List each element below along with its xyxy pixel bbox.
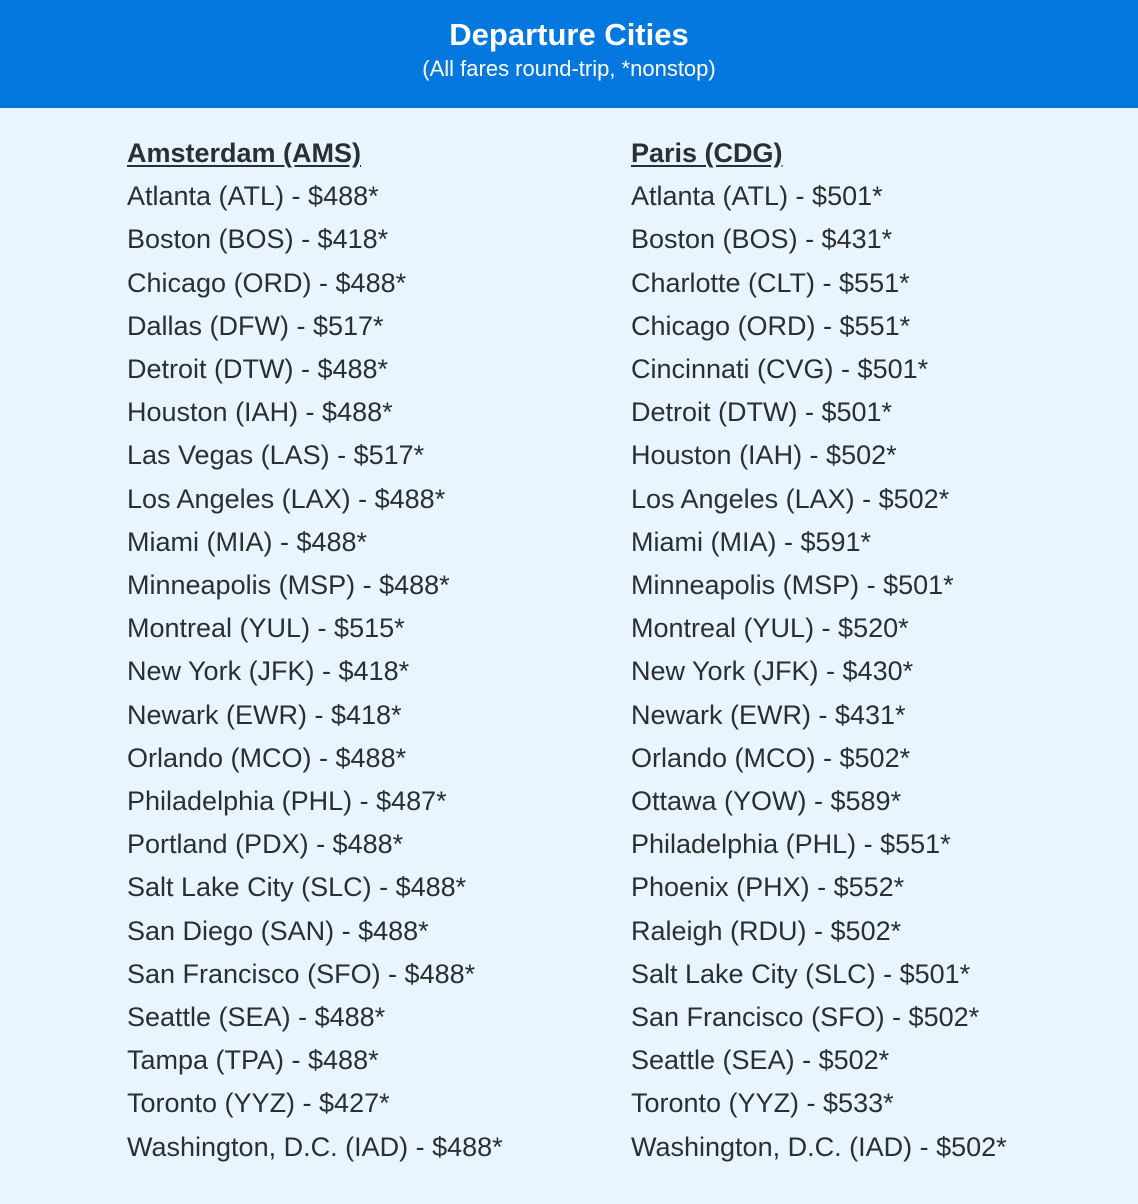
fare-item: Los Angeles (LAX) - $502* (631, 483, 950, 514)
fare-item: Salt Lake City (SLC) - $501* (631, 958, 971, 989)
fare-item: Washington, D.C. (IAD) - $502* (631, 1131, 1007, 1162)
fare-item: Boston (BOS) - $431* (631, 224, 893, 255)
fare-item: Washington, D.C. (IAD) - $488* (127, 1131, 503, 1162)
header-banner (0, 0, 1138, 108)
fare-item: Montreal (YUL) - $520* (631, 613, 909, 644)
fare-item: Newark (EWR) - $431* (631, 699, 906, 730)
fare-item: Detroit (DTW) - $501* (631, 397, 893, 428)
fare-item: Houston (IAH) - $488* (127, 397, 393, 428)
fare-item: Minneapolis (MSP) - $488* (127, 570, 450, 601)
fare-item: Salt Lake City (SLC) - $488* (127, 872, 467, 903)
fare-item: Philadelphia (PHL) - $487* (127, 786, 447, 817)
column-paris (631, 132, 1007, 1169)
fare-item: Chicago (ORD) - $551* (631, 310, 911, 341)
column-heading-amsterdam: Amsterdam (AMS) (127, 138, 362, 168)
fare-item: Philadelphia (PHL) - $551* (631, 829, 951, 860)
fare-item: Miami (MIA) - $488* (127, 526, 368, 557)
fare-item: New York (JFK) - $430* (631, 656, 914, 687)
fare-item: Dallas (DFW) - $517* (127, 310, 384, 341)
fare-item: Chicago (ORD) - $488* (127, 267, 407, 298)
fare-item: Charlotte (CLT) - $551* (631, 267, 910, 298)
fare-item: Minneapolis (MSP) - $501* (631, 570, 954, 601)
fare-item: Seattle (SEA) - $502* (631, 1045, 890, 1076)
fare-item: New York (JFK) - $418* (127, 656, 410, 687)
fare-list-amsterdam (127, 175, 503, 1169)
fare-item: Toronto (YYZ) - $427* (127, 1088, 390, 1119)
fare-item: Seattle (SEA) - $488* (127, 1002, 386, 1033)
fare-item: San Diego (SAN) - $488* (127, 915, 429, 946)
fare-item: Miami (MIA) - $591* (631, 526, 872, 557)
page-title: Departure Cities (449, 17, 689, 52)
fare-item: Montreal (YUL) - $515* (127, 613, 405, 644)
fare-item: Portland (PDX) - $488* (127, 829, 404, 860)
fare-item: Toronto (YYZ) - $533* (631, 1088, 894, 1119)
fare-item: Phoenix (PHX) - $552* (631, 872, 905, 903)
fare-item: Cincinnati (CVG) - $501* (631, 354, 929, 385)
fare-item: Newark (EWR) - $418* (127, 699, 402, 730)
column-heading-paris: Paris (CDG) (631, 138, 783, 168)
fare-item: Boston (BOS) - $418* (127, 224, 389, 255)
fare-item: Detroit (DTW) - $488* (127, 354, 389, 385)
fare-item: Las Vegas (LAS) - $517* (127, 440, 425, 471)
fare-item: San Francisco (SFO) - $488* (127, 958, 476, 989)
fare-item: San Francisco (SFO) - $502* (631, 1002, 980, 1033)
page-subtitle: (All fares round-trip, *nonstop) (422, 56, 716, 81)
fare-list-paris (631, 175, 1007, 1169)
fare-item: Los Angeles (LAX) - $488* (127, 483, 446, 514)
fare-item: Atlanta (ATL) - $501* (631, 181, 883, 212)
fare-item: Ottawa (YOW) - $589* (631, 786, 902, 817)
fare-item: Orlando (MCO) - $502* (631, 742, 911, 773)
fare-item: Atlanta (ATL) - $488* (127, 181, 379, 212)
fare-item: Raleigh (RDU) - $502* (631, 915, 902, 946)
column-amsterdam (127, 132, 503, 1169)
fare-item: Houston (IAH) - $502* (631, 440, 897, 471)
fare-item: Tampa (TPA) - $488* (127, 1045, 379, 1076)
fare-columns (0, 108, 1138, 1204)
fare-item: Orlando (MCO) - $488* (127, 742, 407, 773)
